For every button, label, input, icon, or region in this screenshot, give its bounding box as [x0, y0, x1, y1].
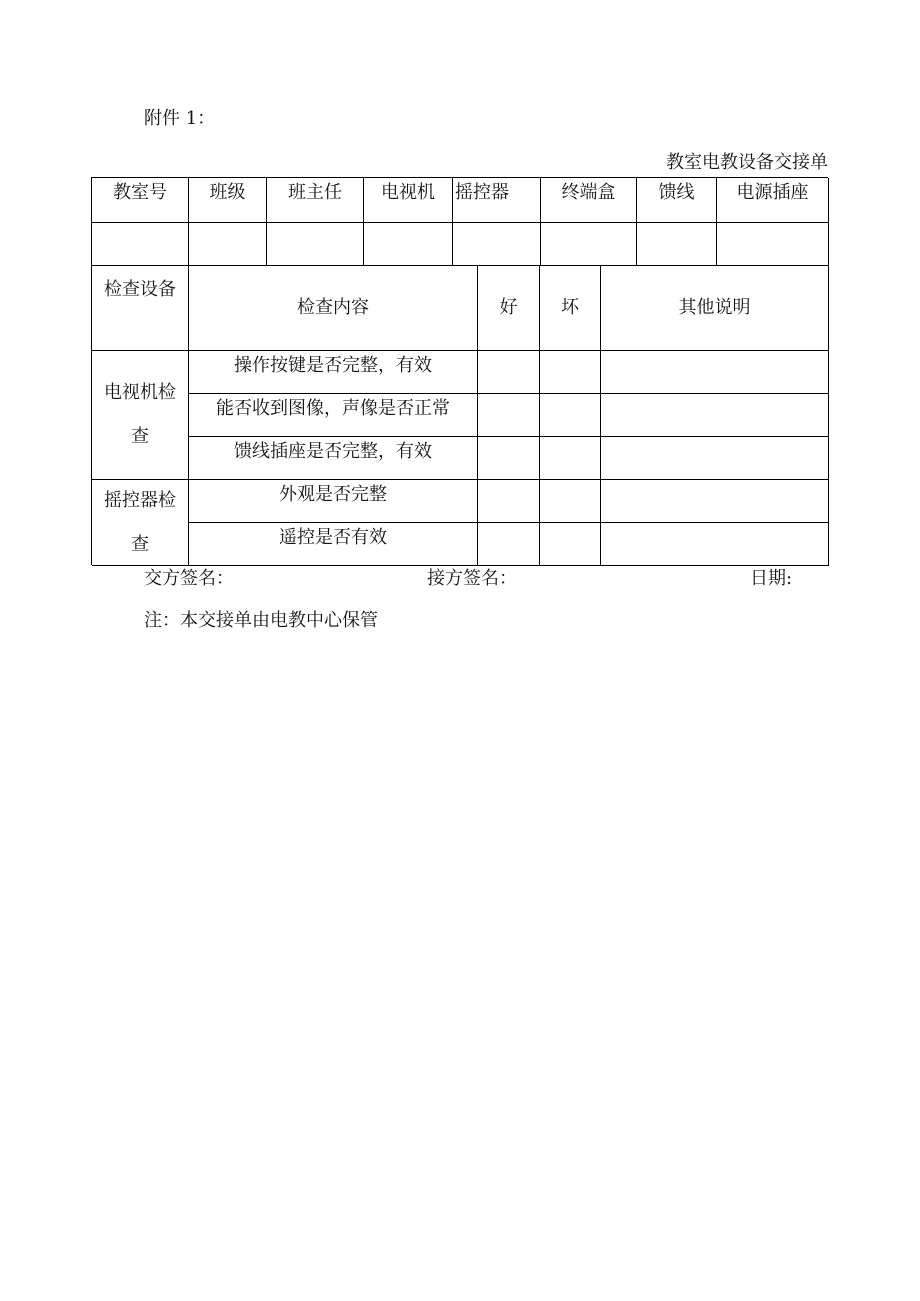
check-item: 外观是否完整 — [189, 480, 478, 523]
date-label: 日期: — [750, 568, 793, 589]
inspection-bad-header: 坏 — [540, 266, 601, 351]
header-remote: 摇控器 — [453, 178, 541, 223]
header-classroom-no: 教室号 — [92, 178, 189, 223]
check-good-cell[interactable] — [478, 523, 540, 566]
attachment-label: 附件 1： — [144, 108, 216, 129]
check-notes-cell[interactable] — [601, 437, 829, 480]
giver-signature-label: 交方签名： — [144, 568, 234, 589]
check-good-cell[interactable] — [478, 480, 540, 523]
header-tv: 电视机 — [364, 178, 453, 223]
check-good-cell[interactable] — [478, 437, 540, 480]
check-notes-cell[interactable] — [601, 351, 829, 394]
receiver-signature-label: 接方签名： — [427, 568, 517, 589]
check-bad-cell[interactable] — [540, 523, 601, 566]
group-device-tv: 电视机检查 — [92, 351, 189, 480]
check-item: 遥控是否有效 — [189, 523, 478, 566]
check-bad-cell[interactable] — [540, 437, 601, 480]
input-feeder[interactable] — [637, 223, 717, 266]
header-power-socket: 电源插座 — [717, 178, 829, 223]
inspection-good-header: 好 — [478, 266, 540, 351]
input-power-socket[interactable] — [717, 223, 829, 266]
check-bad-cell[interactable] — [540, 480, 601, 523]
check-notes-cell[interactable] — [601, 480, 829, 523]
input-remote[interactable] — [453, 223, 541, 266]
check-notes-cell[interactable] — [601, 394, 829, 437]
group-device-remote: 摇控器检查 — [92, 480, 189, 566]
check-good-cell[interactable] — [478, 351, 540, 394]
document-title: 教室电教设备交接单 — [666, 152, 828, 173]
header-terminal-box: 终端盒 — [541, 178, 637, 223]
header-head-teacher: 班主任 — [267, 178, 364, 223]
input-tv[interactable] — [364, 223, 453, 266]
inspection-device-header: 检查设备 — [92, 266, 189, 351]
input-head-teacher[interactable] — [267, 223, 364, 266]
inspection-notes-header: 其他说明 — [601, 266, 829, 351]
header-feeder: 馈线 — [637, 178, 717, 223]
check-good-cell[interactable] — [478, 394, 540, 437]
check-bad-cell[interactable] — [540, 394, 601, 437]
check-bad-cell[interactable] — [540, 351, 601, 394]
custody-note: 注：本交接单由电教中心保管 — [144, 610, 378, 631]
inspection-content-header: 检查内容 — [189, 266, 478, 351]
check-item: 操作按键是否完整，有效 — [189, 351, 478, 394]
check-notes-cell[interactable] — [601, 523, 829, 566]
header-class: 班级 — [189, 178, 267, 223]
input-terminal-box[interactable] — [541, 223, 637, 266]
check-item: 能否收到图像，声像是否正常 — [189, 394, 478, 437]
input-classroom-no[interactable] — [92, 223, 189, 266]
input-class[interactable] — [189, 223, 267, 266]
handover-form-table — [91, 177, 828, 565]
check-item: 馈线插座是否完整，有效 — [189, 437, 478, 480]
